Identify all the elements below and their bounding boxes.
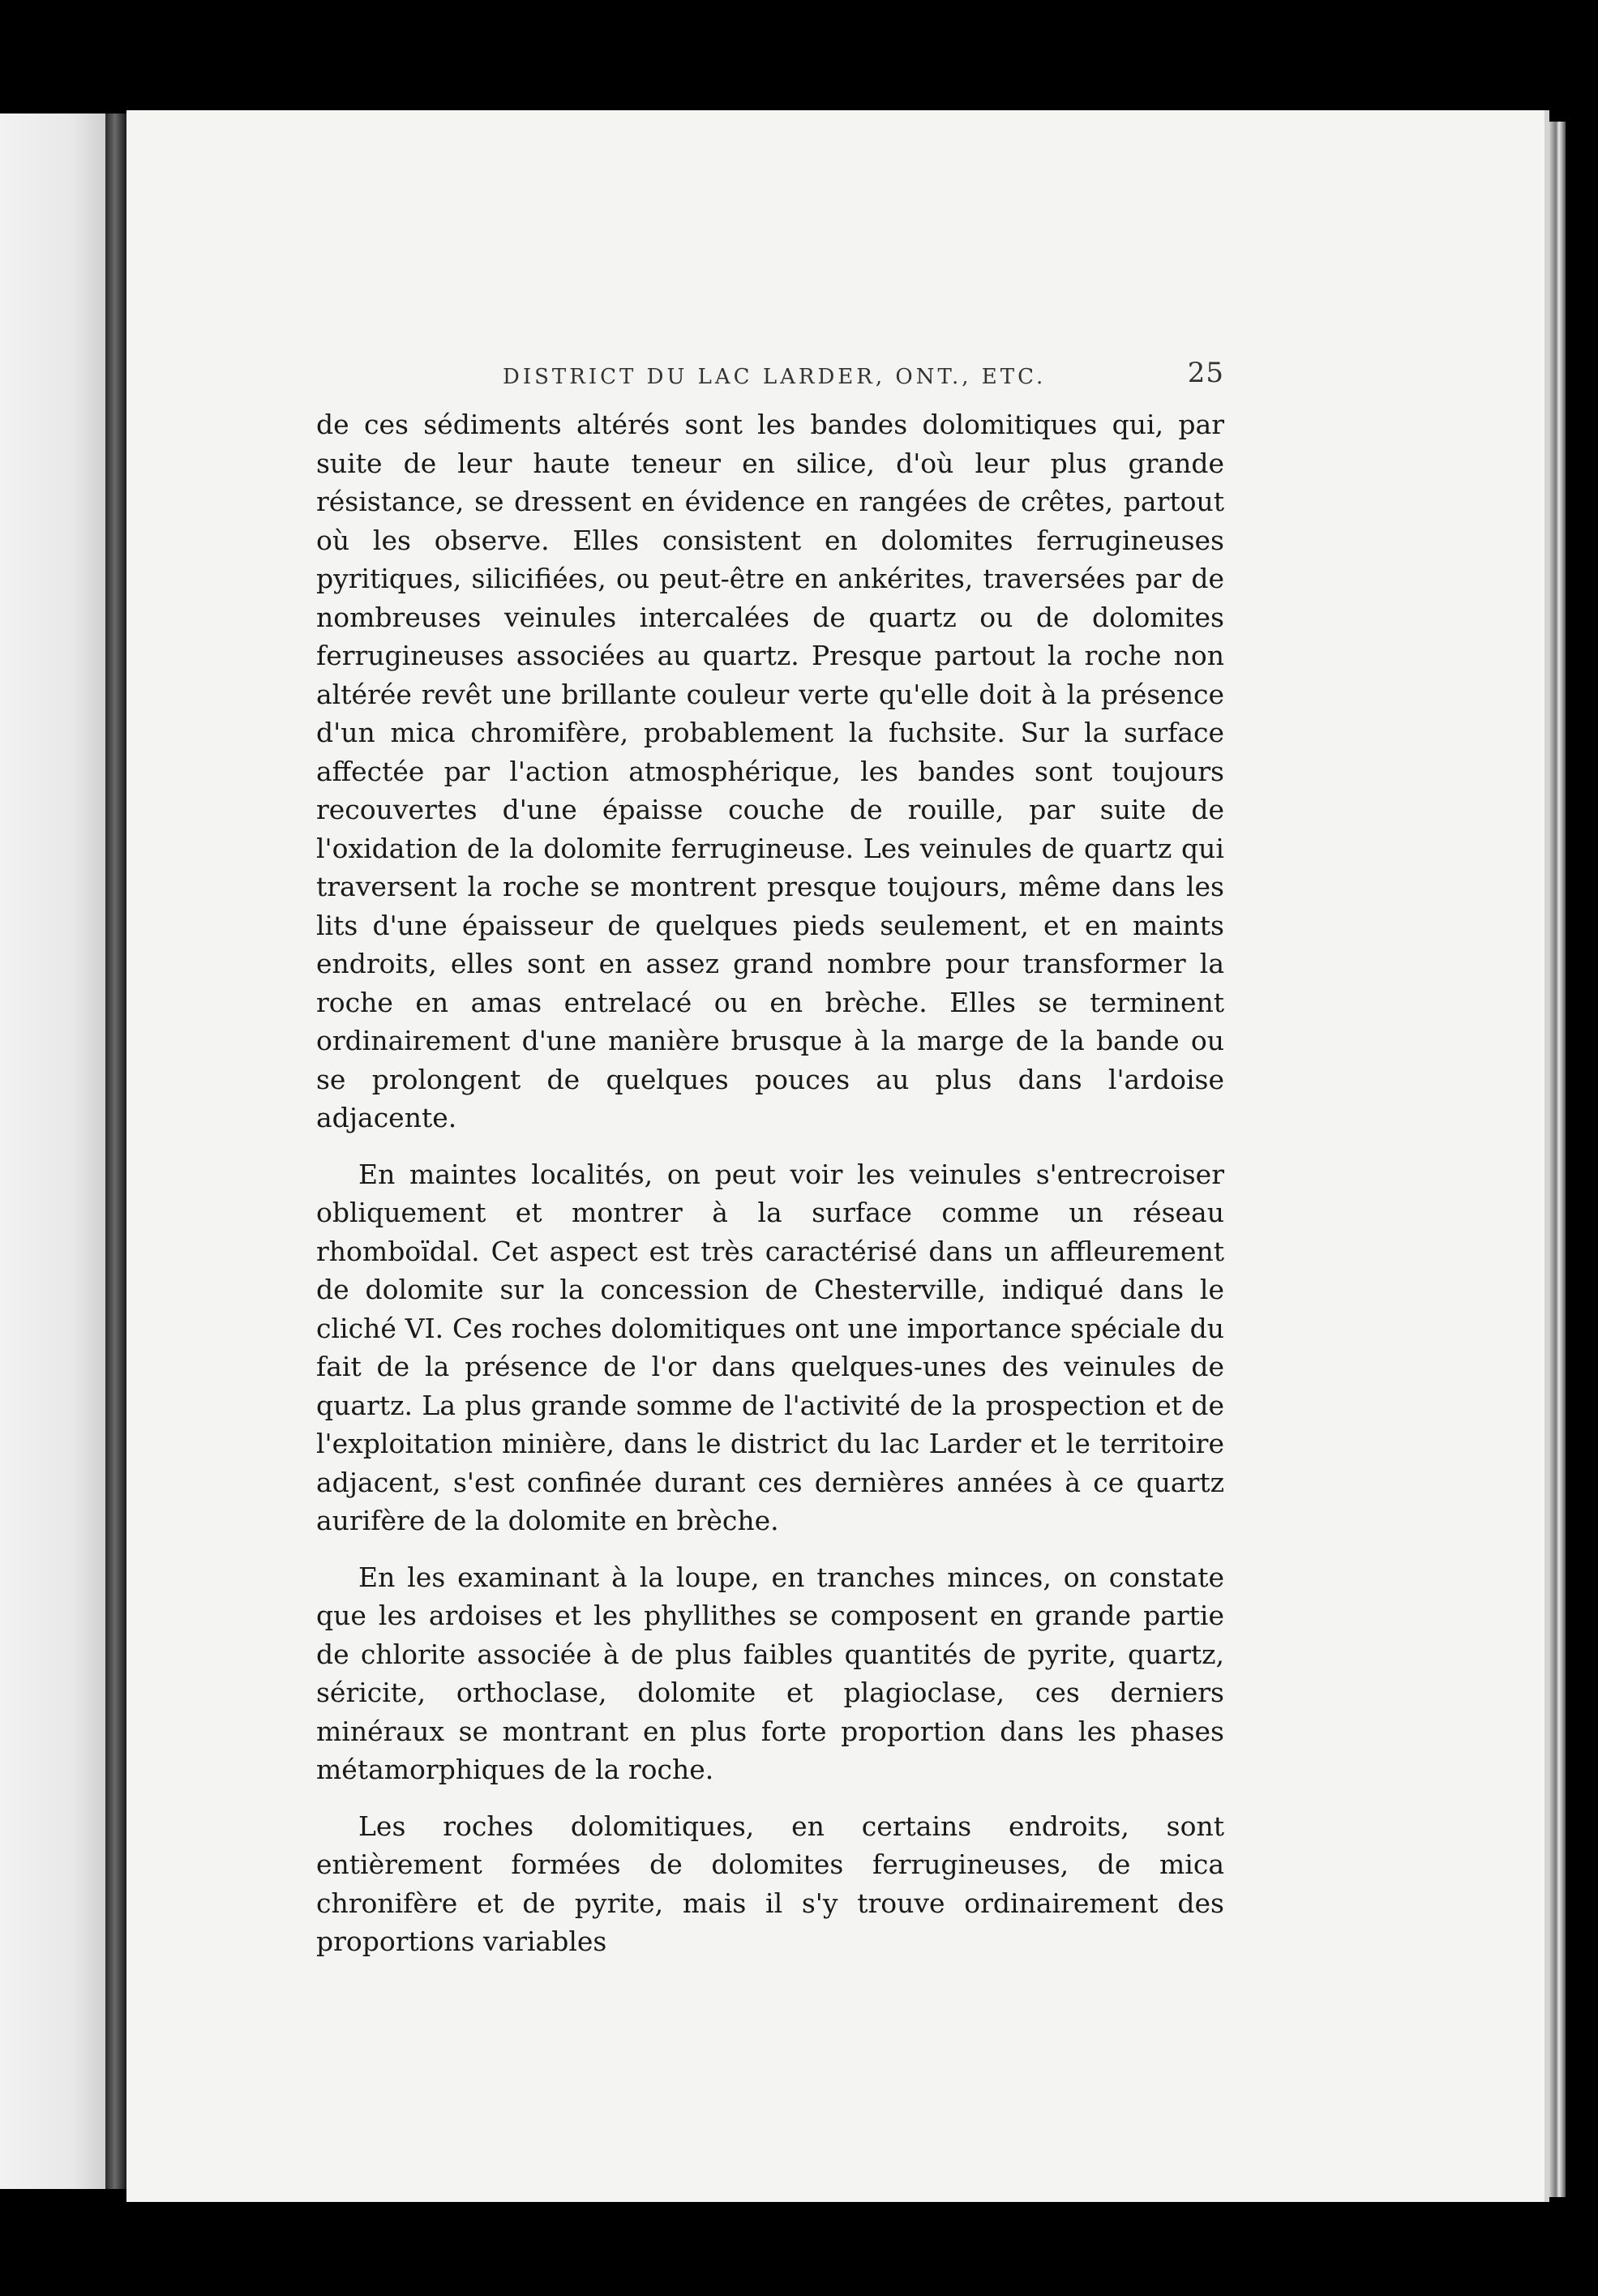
page-number: 25 bbox=[1187, 357, 1224, 389]
paragraph-2: En maintes localités, on peut voir les veinules s'entrecroiser obliquement et montrer à la surface comme un réseau rhomboïdal. Cet aspect est très caractérisé dans un affleurement de dolomite sur la concession de Chesterville, indiqué dans le cliché VI. Ces roches dolomitiques ont une importance spéciale du fait de la présence de l'or dans quelques-unes des veinules de quartz. La plus grande somme de l'activité de la prospection et de l'exploitation minière, dans le district du lac Larder et le territoire adjacent, s'est confinée durant ces dernières années à ce quartz aurifère de la dolomite en brèche. bbox=[316, 1158, 1224, 1536]
paragraph-3: En les examinant à la loupe, en tranches minces, on constate que les ardoises et les phyllithes se composent en grande partie de chlorite associée à de plus faibles quantités de pyrite, quartz, séricite, orthoclase, dolomite et plagioclase, ces derniers minéraux se montrant en plus forte proportion dans les phases métamorphiques de la roche. bbox=[316, 1561, 1224, 1785]
running-header bbox=[316, 357, 1224, 405]
book-binding bbox=[105, 114, 126, 2189]
right-page-edge bbox=[1549, 122, 1566, 2197]
paragraph-4: Les roches dolomitiques, en certains endroits, sont entièrement formées de dolomites ferrugineuses, de mica chronifère et de pyrite, mais il s'y trouve ordinairement des proportions variables bbox=[316, 1810, 1224, 1957]
page-content bbox=[316, 357, 1224, 1961]
paragraph-1: de ces sédiments altérés sont les bandes dolomitiques qui, par suite de leur haute teneur en silice, d'où leur plus grande résistance, se dressent en évidence en rangées de crêtes, partout où les observe. Elles consistent en dolomites ferrugineuses pyritiques, silicifiées, ou peut-être en ankérites, traversées par de nombreuses veinules intercalées de quartz ou de dolomites ferrugineuses associées au quartz. Presque partout la roche non altérée revêt une brillante couleur verte qu'elle doit à la présence d'un mica chromifère, probablement la fuchsite. Sur la surface affectée par l'action atmosphérique, les bandes sont toujours recouvertes d'une épaisse couche de rouille, par suite de l'oxidation de la dolomite ferrugineuse. Les veinules de quartz qui traversent la roche se montrent presque toujours, même dans les lits d'une épaisseur de quelques pieds seulement, et en maints endroits, elles sont en assez grand nombre pour transformer la roche en amas entrelacé ou en brèche. Elles se terminent ordinairement d'une manière brusque à la marge de la bande ou se prolongent de quelques pouces au plus dans l'ardoise adjacente. bbox=[316, 409, 1224, 1133]
left-page-edge bbox=[0, 114, 105, 2189]
running-title: DISTRICT DU LAC LARDER, ONT., ETC. bbox=[503, 365, 1047, 389]
